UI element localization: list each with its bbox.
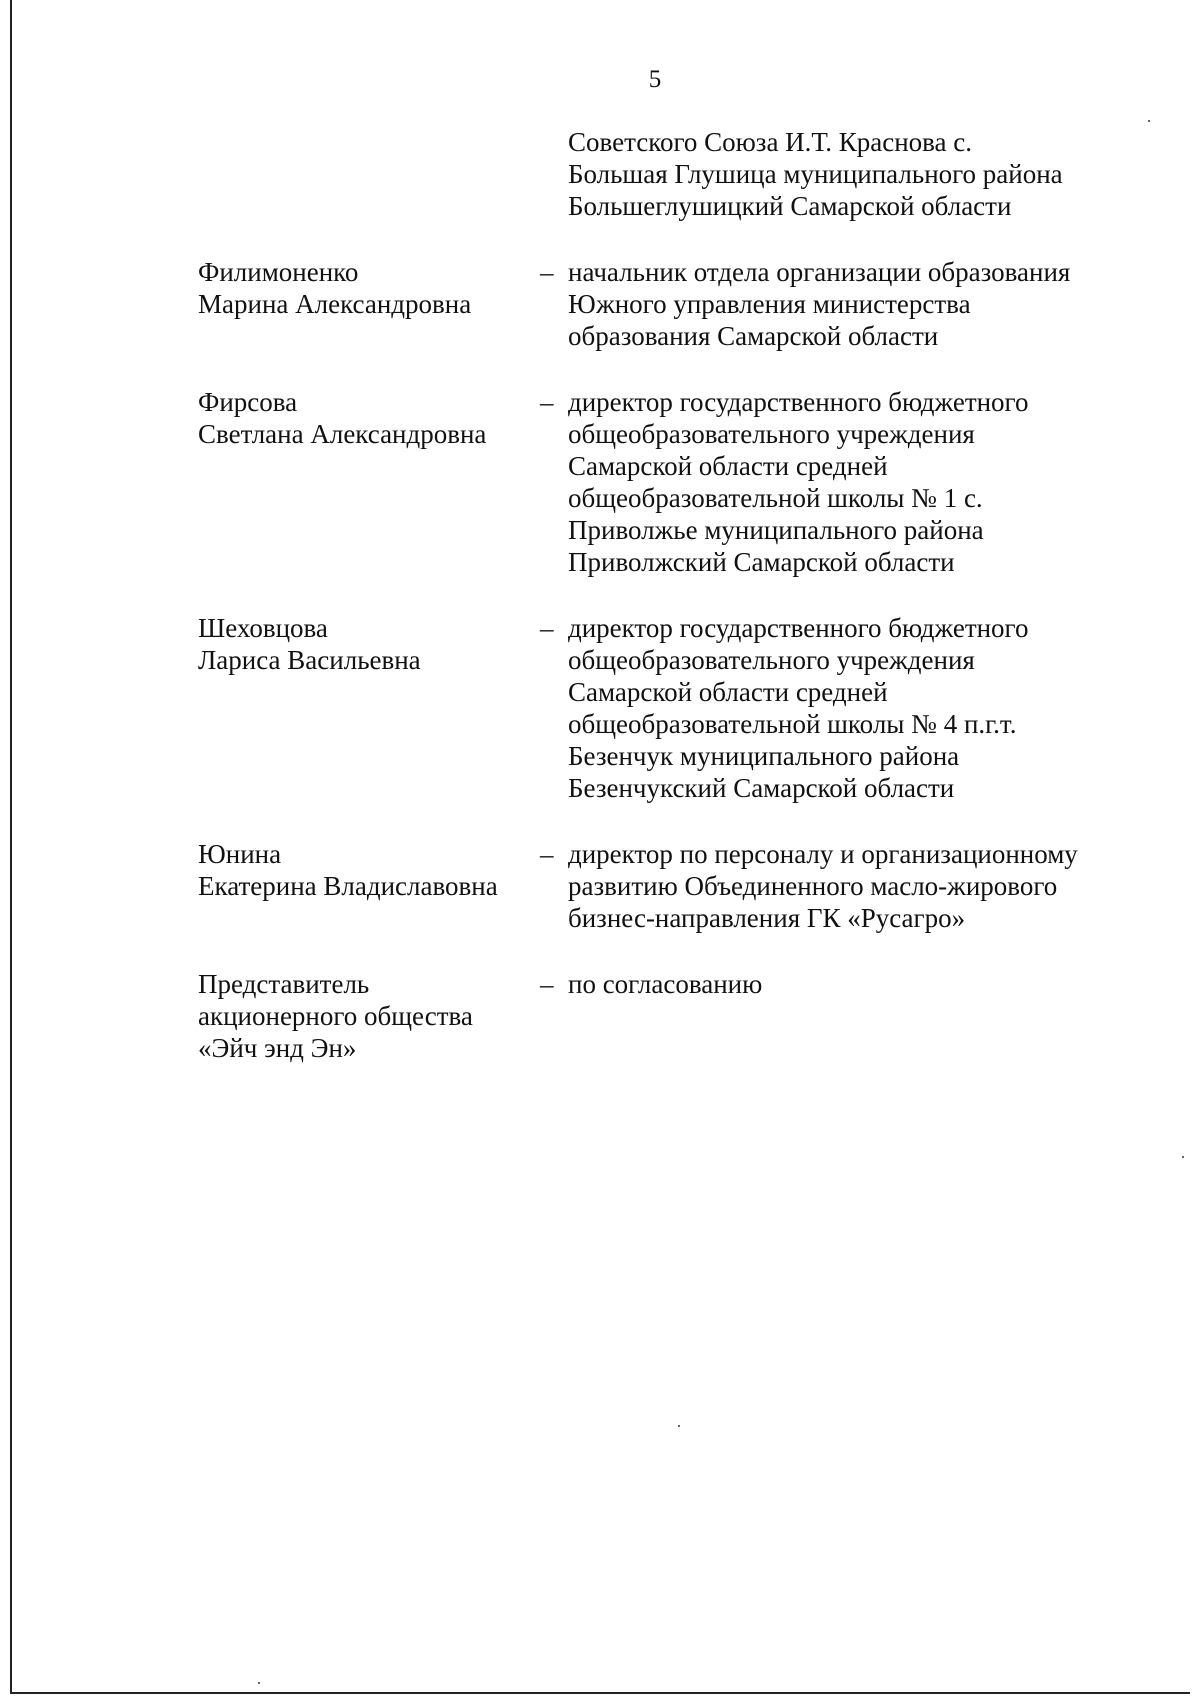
member-given-name: Марина Александровна [198,289,472,319]
member-position [568,256,1138,352]
member-position [568,612,1138,804]
scan-speck [678,1425,680,1427]
member-name-line: Представитель [198,969,370,999]
scan-left-edge [10,0,12,1692]
position-line: общеобразовательной школы № 4 п.г.т. [568,709,1017,739]
position-line: Безенчук муниципального района [568,741,960,771]
scan-speck [1148,120,1150,122]
member-surname: Филимоненко [198,257,359,287]
member-name-line: «Эйч энд Эн» [198,1033,357,1063]
position-line: образования Самарской области [568,321,939,351]
dash-separator: – [540,969,554,999]
dash-separator: – [540,387,554,417]
scan-bottom-edge [10,1692,1190,1694]
member-position [568,838,1138,934]
position-line: развитию Объединенного масло-жирового [568,871,1058,901]
position-line: Безенчукский Самарской области [568,773,955,803]
position-line: Южного управления министерства [568,289,971,319]
member-name [198,968,518,1064]
scan-speck [258,1682,260,1684]
member-name-line: акционерного общества [198,1001,473,1031]
member-given-name: Екатерина Владиславовна [198,871,498,901]
position-line: директор государственного бюджетного [568,387,1029,417]
position-line: начальник отдела организации образования [568,257,1071,287]
position-line: Самарской области средней [568,677,888,707]
member-surname: Шеховцова [198,613,328,643]
member-name [198,838,518,902]
member-name [198,256,518,320]
member-surname: Фирсова [198,387,298,417]
scan-speck [1182,1156,1184,1158]
position-line: общеобразовательной школы № 1 с. [568,483,983,513]
dash-separator: – [540,613,554,643]
member-surname: Юнина [198,839,282,869]
position-line: директор государственного бюджетного [568,613,1029,643]
position-line: бизнес-направления ГК «Русагро» [568,903,966,933]
position-line: Приволжье муниципального района [568,515,984,545]
dash-separator: – [540,839,554,869]
position-line: Приволжский Самарской области [568,547,955,577]
page-number: 5 [648,66,662,93]
member-position [568,968,1138,1000]
member-given-name: Лариса Васильевна [198,645,421,675]
continuation-line: Большеглушицкий Самарской области [568,191,1012,221]
dash-separator: – [540,257,554,287]
continuation-text [568,126,1128,222]
member-position [568,386,1138,578]
member-name [198,612,518,676]
position-line: общеобразовательного учреждения [568,645,975,675]
continuation-line: Большая Глушица муниципального района [568,159,1063,189]
continuation-line: Советского Союза И.Т. Краснова с. [568,127,972,157]
position-line: общеобразовательного учреждения [568,419,975,449]
member-given-name: Светлана Александровна [198,419,487,449]
position-line: Самарской области средней [568,451,888,481]
position-line: директор по персоналу и организационному [568,839,1078,869]
position-line: по согласованию [568,969,763,999]
member-name [198,386,518,450]
